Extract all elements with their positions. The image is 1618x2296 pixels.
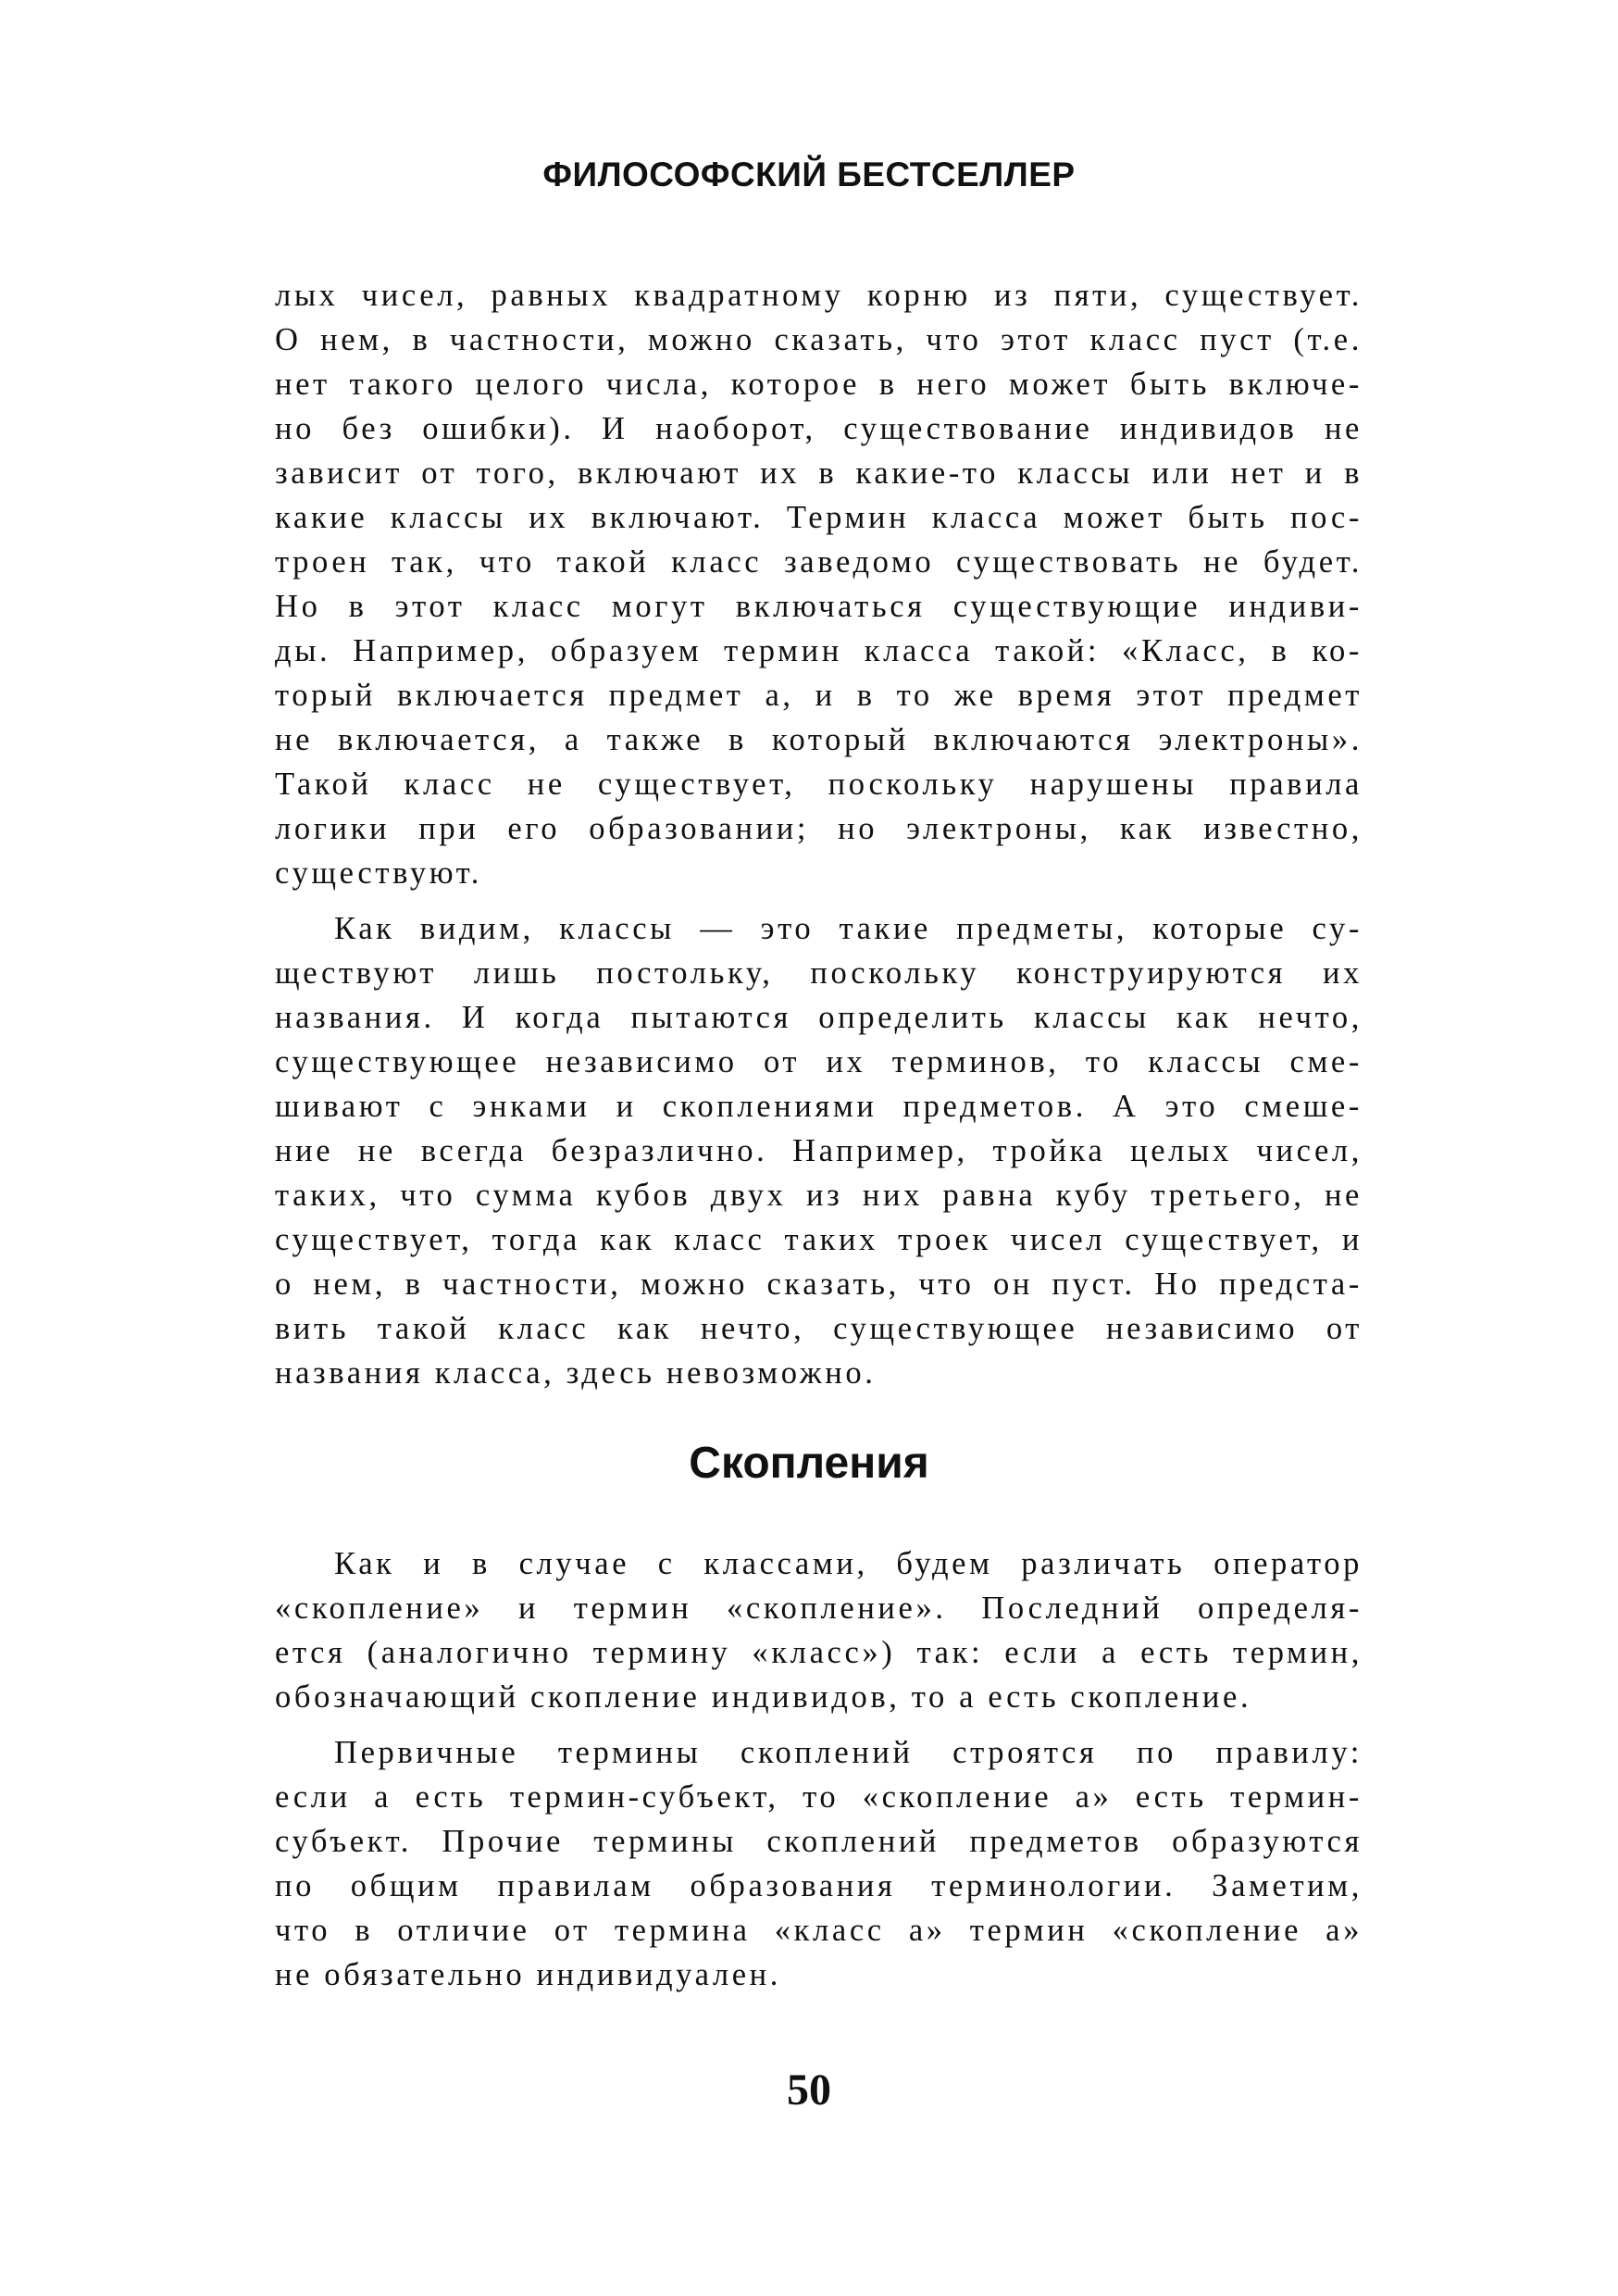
text-block-classes: [275, 273, 1363, 1395]
paragraph-gap: [275, 895, 1363, 906]
paragraph-gap: [275, 1719, 1363, 1730]
paragraph-1: [275, 273, 1363, 895]
text-line: ществуют лишь постольку, поскольку конструируются их: [275, 955, 1363, 991]
text-line: троен так, что такой класс заведомо существовать не будет.: [275, 544, 1363, 580]
text-line: не включается, а также в который включаются электроны».: [275, 722, 1363, 757]
text-block-accumulations: [275, 1541, 1363, 1997]
running-title: ФИЛОСОФСКИЙ БЕСТСЕЛЛЕР: [542, 156, 1076, 193]
text-line: по общим правилам образования терминологии. Заметим,: [275, 1868, 1363, 1903]
text-line: субъект. Прочие термины скоплений предметов образуются: [275, 1824, 1363, 1859]
text-line: Первичные термины скоплений строятся по правилу:: [334, 1735, 1363, 1770]
text-line: ды. Например, образуем термин класса такой: «Класс, в ко-: [275, 633, 1363, 668]
text-line: что в отличие от термина «класс а» термин «скопление а»: [275, 1913, 1363, 1948]
text-line: существует, тогда как класс таких троек чисел существует, и: [275, 1222, 1363, 1257]
paragraph-3: [275, 1541, 1363, 1719]
text-line: о нем, в частности, можно сказать, что он пуст. Но предста-: [275, 1267, 1363, 1302]
text-line: торый включается предмет а, и в то же время этот предмет: [275, 678, 1363, 713]
text-line: ние не всегда безразлично. Например, тройка целых чисел,: [275, 1133, 1363, 1168]
text-line: обозначающий скопление индивидов, то а есть скопление.: [275, 1679, 1252, 1715]
text-line: существующее независимо от их терминов, то классы сме-: [275, 1044, 1363, 1079]
text-line: существуют.: [275, 855, 483, 891]
text-line: О нем, в частности, можно сказать, что этот класс пуст (т.е.: [275, 322, 1363, 357]
text-line: Но в этот класс могут включаться существующие индиви-: [275, 589, 1363, 624]
text-line: зависит от того, включают их в какие-то классы или нет и в: [275, 455, 1363, 491]
paragraph-4: [275, 1730, 1363, 1997]
text-line: какие классы их включают. Термин класса может быть пос-: [275, 500, 1363, 535]
page-number: 50: [787, 2065, 831, 2115]
text-line: шивают с энками и скоплениями предметов. А это смеше-: [275, 1089, 1363, 1124]
text-line: но без ошибки). И наоборот, существование индивидов не: [275, 411, 1363, 446]
text-line: нет такого целого числа, которое в него может быть включе-: [275, 367, 1363, 402]
text-line: вить такой класс как нечто, существующее независимо от: [275, 1311, 1363, 1346]
text-line: лых чисел, равных квадратному корню из пяти, существует.: [275, 278, 1363, 313]
text-line: логики при его образовании; но электроны, как известно,: [275, 811, 1363, 846]
text-line: Такой класс не существует, поскольку нарушены правила: [275, 767, 1363, 802]
text-line: названия. И когда пытаются определить классы как нечто,: [275, 1000, 1363, 1035]
text-line: таких, что сумма кубов двух из них равна кубу третьего, не: [275, 1178, 1363, 1213]
paragraph-2: [275, 906, 1363, 1395]
section-title: Скопления: [689, 1439, 929, 1488]
text-line: Как и в случае с классами, будем различать оператор: [334, 1546, 1363, 1581]
text-line: названия класса, здесь невозможно.: [275, 1355, 877, 1391]
text-line: «скопление» и термин «скопление». Последний определя-: [275, 1591, 1363, 1626]
text-line: не обязательно индивидуален.: [275, 1957, 782, 1992]
text-line: если а есть термин-субъект, то «скопление а» есть термин-: [275, 1779, 1363, 1815]
text-line: ется (аналогично термину «класс») так: если а есть термин,: [275, 1635, 1363, 1670]
text-line: Как видим, классы — это такие предметы, которые су-: [334, 911, 1363, 946]
